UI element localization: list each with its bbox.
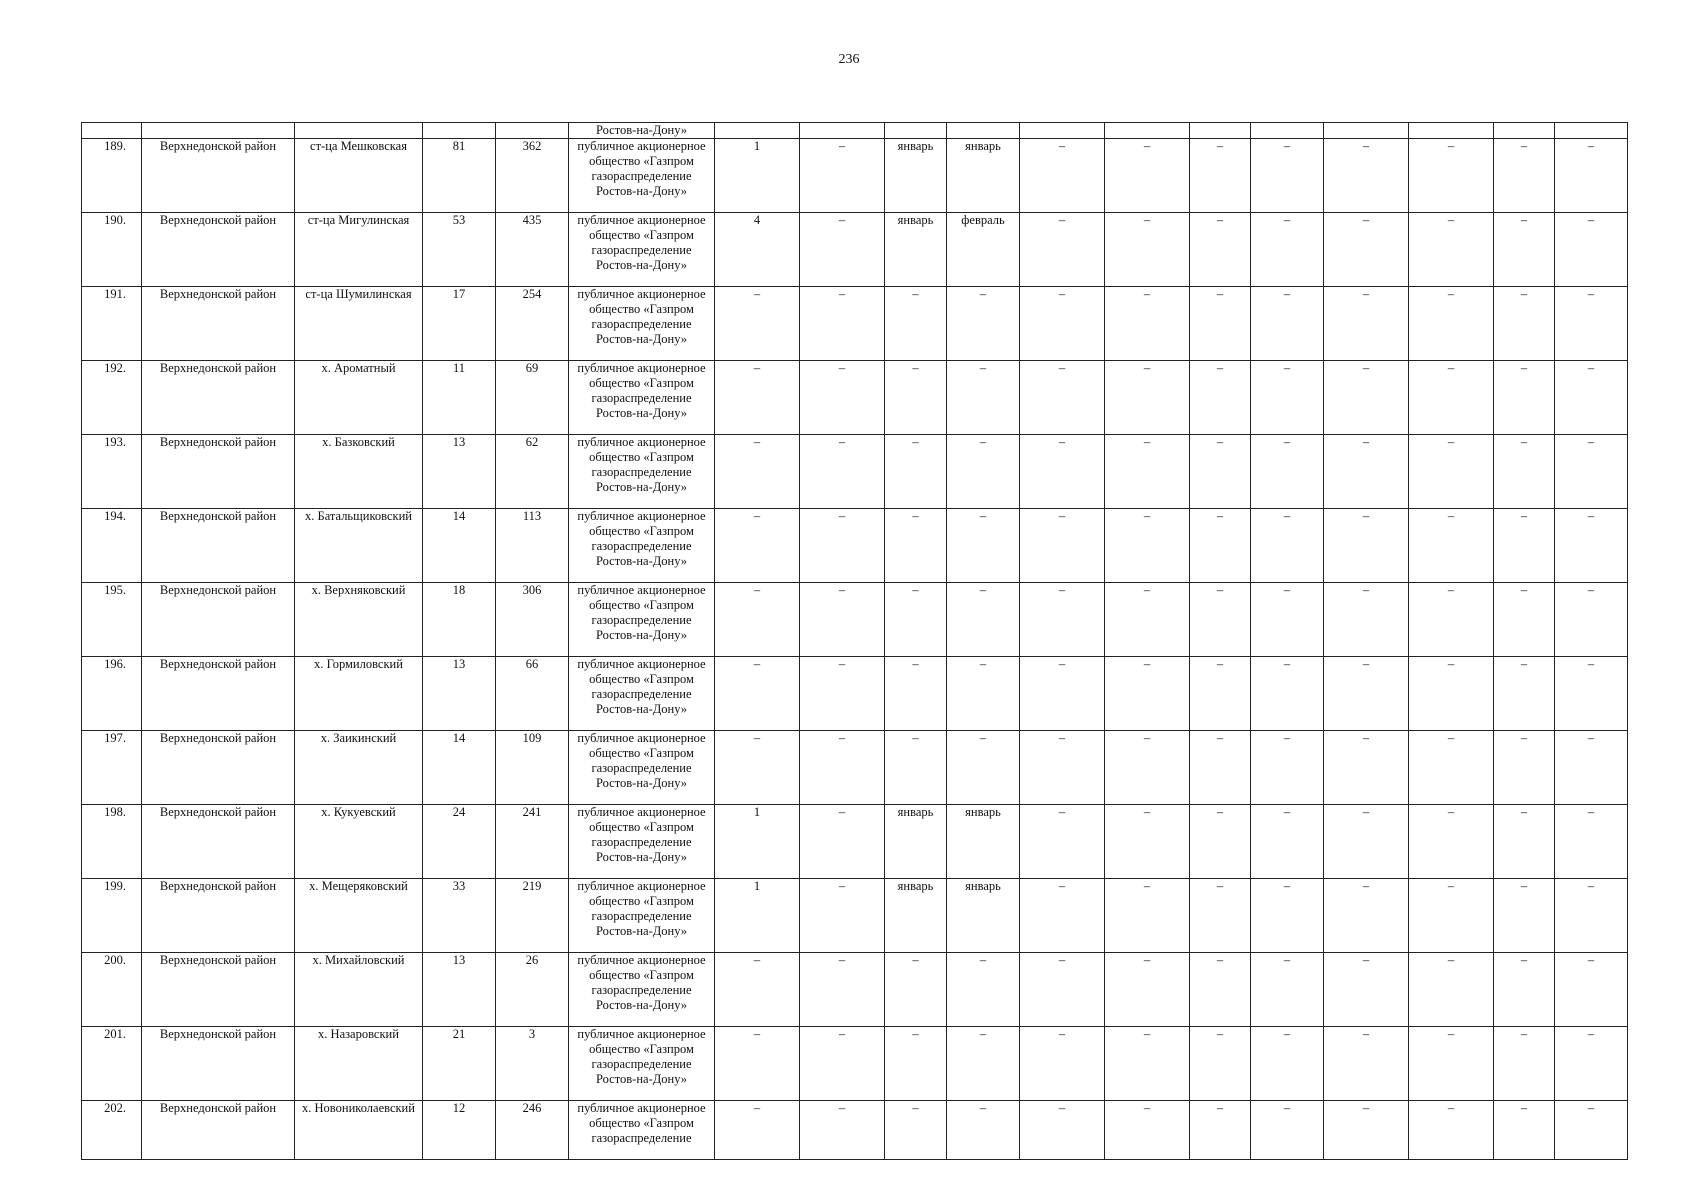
value-cell-17: – — [1494, 805, 1555, 879]
value-cell-7: – — [715, 509, 800, 583]
value-cell-14: – — [1251, 805, 1324, 879]
district-cell: Верхнедонской район — [142, 953, 295, 1027]
value-cell-7: – — [715, 287, 800, 361]
month-cell-start: январь — [885, 139, 947, 213]
locality-cell: х. Новониколаевский — [295, 1101, 423, 1160]
count-cell-a: 17 — [423, 287, 496, 361]
locality-cell: х. Гормиловский — [295, 657, 423, 731]
value-cell-11: – — [1020, 805, 1105, 879]
org-cell: публичное акционерное общество «Газпром газораспределение Ростов-на-Дону» — [569, 287, 715, 361]
locality-cell: х. Батальщиковский — [295, 509, 423, 583]
count-cell-b: 62 — [496, 435, 569, 509]
value-cell-8: – — [800, 879, 885, 953]
value-cell-12: – — [1105, 805, 1190, 879]
value-cell-16: – — [1409, 657, 1494, 731]
org-cell: публичное акционерное общество «Газпром газораспределение Ростов-на-Дону» — [569, 139, 715, 213]
value-cell-17: – — [1494, 287, 1555, 361]
value-cell-15: – — [1324, 879, 1409, 953]
value-cell-14: – — [1251, 139, 1324, 213]
district-cell: Верхнедонской район — [142, 1027, 295, 1101]
month-cell-end: – — [947, 509, 1020, 583]
count-cell-a: 14 — [423, 509, 496, 583]
value-cell-14: – — [1251, 361, 1324, 435]
value-cell-12: – — [1105, 879, 1190, 953]
value-cell-16: – — [1409, 583, 1494, 657]
table-row — [82, 435, 1628, 509]
month-cell-end: – — [947, 731, 1020, 805]
month-cell-end: февраль — [947, 213, 1020, 287]
district-cell: Верхнедонской район — [142, 879, 295, 953]
value-cell-12: – — [1105, 1101, 1190, 1160]
locality-cell: х. Верхняковский — [295, 583, 423, 657]
value-cell-13: – — [1190, 953, 1251, 1027]
value-cell-14: – — [1251, 731, 1324, 805]
value-cell-16: – — [1409, 139, 1494, 213]
month-cell-start: январь — [885, 805, 947, 879]
value-cell-16: – — [1409, 731, 1494, 805]
table-row — [82, 953, 1628, 1027]
month-cell-start: – — [885, 731, 947, 805]
value-cell-7: – — [715, 1027, 800, 1101]
value-cell-15: – — [1324, 213, 1409, 287]
value-cell-11: – — [1020, 213, 1105, 287]
value-cell-8: – — [800, 139, 885, 213]
value-cell-7: – — [715, 731, 800, 805]
count-cell-a: 81 — [423, 139, 496, 213]
value-cell-13: – — [1190, 657, 1251, 731]
value-cell-8: – — [800, 731, 885, 805]
value-cell-8: – — [800, 953, 885, 1027]
value-cell-11: – — [1020, 731, 1105, 805]
table-row — [82, 1101, 1628, 1160]
row-number-cell: 196. — [82, 657, 142, 731]
month-cell-end: – — [947, 361, 1020, 435]
month-cell-start: – — [885, 1101, 947, 1160]
value-cell-7: – — [715, 583, 800, 657]
table-row — [82, 139, 1628, 213]
value-cell-7: 1 — [715, 139, 800, 213]
row-number-cell: 195. — [82, 583, 142, 657]
locality-cell: х. Кукуевский — [295, 805, 423, 879]
value-cell-17: – — [1494, 879, 1555, 953]
value-cell-7: – — [715, 657, 800, 731]
month-cell-start: январь — [885, 879, 947, 953]
org-cell: публичное акционерное общество «Газпром газораспределение Ростов-на-Дону» — [569, 361, 715, 435]
value-cell-18: – — [1555, 361, 1628, 435]
value-cell-11: – — [1020, 953, 1105, 1027]
row-number-cell: 198. — [82, 805, 142, 879]
row-number-cell: 193. — [82, 435, 142, 509]
value-cell-13: – — [1190, 583, 1251, 657]
district-cell: Верхнедонской район — [142, 213, 295, 287]
count-cell-a: 18 — [423, 583, 496, 657]
count-cell-a: 14 — [423, 731, 496, 805]
value-cell-12: – — [1105, 287, 1190, 361]
value-cell-13: – — [1190, 805, 1251, 879]
value-cell-13: – — [1190, 731, 1251, 805]
value-cell-15: – — [1324, 361, 1409, 435]
value-cell-12: – — [1105, 731, 1190, 805]
table-row — [82, 879, 1628, 953]
month-cell-start: – — [885, 657, 947, 731]
value-cell-14: – — [1251, 953, 1324, 1027]
row-number-cell: 191. — [82, 287, 142, 361]
value-cell-16: – — [1409, 953, 1494, 1027]
org-cell: публичное акционерное общество «Газпром газораспределение Ростов-на-Дону» — [569, 583, 715, 657]
value-cell-8: – — [800, 583, 885, 657]
org-cell: публичное акционерное общество «Газпром газораспределение Ростов-на-Дону» — [569, 1027, 715, 1101]
count-cell-b: 113 — [496, 509, 569, 583]
value-cell-12: – — [1105, 509, 1190, 583]
value-cell-17: – — [1494, 509, 1555, 583]
count-cell-b: 306 — [496, 583, 569, 657]
value-cell-18: – — [1555, 435, 1628, 509]
count-cell-a: 13 — [423, 657, 496, 731]
value-cell-11: – — [1020, 361, 1105, 435]
value-cell-12: – — [1105, 583, 1190, 657]
value-cell-18: – — [1555, 509, 1628, 583]
org-cell: публичное акционерное общество «Газпром газораспределение — [569, 1101, 715, 1160]
count-cell-b: 66 — [496, 657, 569, 731]
month-cell-end: – — [947, 435, 1020, 509]
row-number-cell: 192. — [82, 361, 142, 435]
value-cell-16: – — [1409, 509, 1494, 583]
month-cell-start: – — [885, 509, 947, 583]
month-cell-start: – — [885, 1027, 947, 1101]
value-cell-8: – — [800, 287, 885, 361]
value-cell-13: – — [1190, 509, 1251, 583]
month-cell-end: – — [947, 953, 1020, 1027]
value-cell-7: – — [715, 953, 800, 1027]
district-cell: Верхнедонской район — [142, 1101, 295, 1160]
value-cell-14: – — [1251, 583, 1324, 657]
value-cell-12: – — [1105, 361, 1190, 435]
value-cell-17: – — [1494, 361, 1555, 435]
month-cell-end: январь — [947, 879, 1020, 953]
value-cell-18: – — [1555, 1027, 1628, 1101]
value-cell-18: – — [1555, 879, 1628, 953]
value-cell-12: – — [1105, 139, 1190, 213]
value-cell-17: – — [1494, 1027, 1555, 1101]
value-cell-15: – — [1324, 1027, 1409, 1101]
district-cell: Верхнедонской район — [142, 139, 295, 213]
month-cell-start: – — [885, 361, 947, 435]
count-cell-b: 3 — [496, 1027, 569, 1101]
table-row — [82, 1027, 1628, 1101]
row-number-cell: 194. — [82, 509, 142, 583]
value-cell-18: – — [1555, 583, 1628, 657]
value-cell-11: – — [1020, 139, 1105, 213]
value-cell-8: – — [800, 435, 885, 509]
value-cell-13: – — [1190, 435, 1251, 509]
value-cell-15: – — [1324, 583, 1409, 657]
value-cell-8: – — [800, 509, 885, 583]
value-cell-18: – — [1555, 731, 1628, 805]
org-cell: публичное акционерное общество «Газпром газораспределение Ростов-на-Дону» — [569, 805, 715, 879]
district-cell: Верхнедонской район — [142, 509, 295, 583]
value-cell-8: – — [800, 657, 885, 731]
count-cell-a: 33 — [423, 879, 496, 953]
value-cell-7: 1 — [715, 879, 800, 953]
table-row — [82, 361, 1628, 435]
org-cell: публичное акционерное общество «Газпром газораспределение Ростов-на-Дону» — [569, 435, 715, 509]
value-cell-15: – — [1324, 1101, 1409, 1160]
org-cell: публичное акционерное общество «Газпром газораспределение Ростов-на-Дону» — [569, 509, 715, 583]
value-cell-11: – — [1020, 1027, 1105, 1101]
value-cell-15: – — [1324, 731, 1409, 805]
district-cell: Верхнедонской район — [142, 435, 295, 509]
value-cell-11: – — [1020, 657, 1105, 731]
row-number-cell: 202. — [82, 1101, 142, 1160]
value-cell-15: – — [1324, 805, 1409, 879]
value-cell-18: – — [1555, 287, 1628, 361]
table-row — [82, 657, 1628, 731]
month-cell-start: – — [885, 583, 947, 657]
value-cell-12: – — [1105, 953, 1190, 1027]
value-cell-11: – — [1020, 1101, 1105, 1160]
value-cell-17: – — [1494, 657, 1555, 731]
table-row — [82, 583, 1628, 657]
count-cell-b: 254 — [496, 287, 569, 361]
value-cell-13: – — [1190, 1027, 1251, 1101]
value-cell-16: – — [1409, 287, 1494, 361]
value-cell-12: – — [1105, 213, 1190, 287]
value-cell-14: – — [1251, 1027, 1324, 1101]
value-cell-8: – — [800, 805, 885, 879]
count-cell-a: 13 — [423, 435, 496, 509]
value-cell-14: – — [1251, 879, 1324, 953]
value-cell-18: – — [1555, 139, 1628, 213]
value-cell-7: – — [715, 435, 800, 509]
value-cell-17: – — [1494, 731, 1555, 805]
value-cell-16: – — [1409, 805, 1494, 879]
value-cell-18: – — [1555, 805, 1628, 879]
table-row — [82, 731, 1628, 805]
table-row — [82, 213, 1628, 287]
locality-cell: ст-ца Мигулинская — [295, 213, 423, 287]
district-cell: Верхнедонской район — [142, 805, 295, 879]
month-cell-end: январь — [947, 805, 1020, 879]
locality-cell: х. Михайловский — [295, 953, 423, 1027]
value-cell-13: – — [1190, 1101, 1251, 1160]
row-number-cell: 197. — [82, 731, 142, 805]
value-cell-14: – — [1251, 657, 1324, 731]
locality-cell: х. Заикинский — [295, 731, 423, 805]
value-cell-18: – — [1555, 657, 1628, 731]
value-cell-8: – — [800, 361, 885, 435]
count-cell-b: 362 — [496, 139, 569, 213]
value-cell-13: – — [1190, 361, 1251, 435]
count-cell-a: 12 — [423, 1101, 496, 1160]
org-cell: публичное акционерное общество «Газпром газораспределение Ростов-на-Дону» — [569, 657, 715, 731]
value-cell-8: – — [800, 1101, 885, 1160]
count-cell-b: 435 — [496, 213, 569, 287]
district-cell: Верхнедонской район — [142, 361, 295, 435]
value-cell-11: – — [1020, 509, 1105, 583]
month-cell-end: – — [947, 657, 1020, 731]
value-cell-11: – — [1020, 583, 1105, 657]
month-cell-end: январь — [947, 139, 1020, 213]
value-cell-15: – — [1324, 953, 1409, 1027]
value-cell-7: – — [715, 361, 800, 435]
row-number-cell: 199. — [82, 879, 142, 953]
count-cell-b: 219 — [496, 879, 569, 953]
value-cell-15: – — [1324, 287, 1409, 361]
locality-cell: х. Ароматный — [295, 361, 423, 435]
district-cell: Верхнедонской район — [142, 583, 295, 657]
org-cell: публичное акционерное общество «Газпром газораспределение Ростов-на-Дону» — [569, 953, 715, 1027]
count-cell-a: 13 — [423, 953, 496, 1027]
value-cell-13: – — [1190, 287, 1251, 361]
locality-cell: х. Базковский — [295, 435, 423, 509]
month-cell-end: – — [947, 1101, 1020, 1160]
value-cell-17: – — [1494, 583, 1555, 657]
value-cell-18: – — [1555, 953, 1628, 1027]
value-cell-15: – — [1324, 435, 1409, 509]
value-cell-14: – — [1251, 287, 1324, 361]
value-cell-18: – — [1555, 213, 1628, 287]
value-cell-7: 1 — [715, 805, 800, 879]
count-cell-a: 21 — [423, 1027, 496, 1101]
count-cell-b: 69 — [496, 361, 569, 435]
count-cell-b: 109 — [496, 731, 569, 805]
value-cell-14: – — [1251, 1101, 1324, 1160]
value-cell-17: – — [1494, 139, 1555, 213]
value-cell-11: – — [1020, 879, 1105, 953]
month-cell-start: – — [885, 953, 947, 1027]
org-cell: публичное акционерное общество «Газпром газораспределение Ростов-на-Дону» — [569, 731, 715, 805]
value-cell-17: – — [1494, 953, 1555, 1027]
count-cell-b: 26 — [496, 953, 569, 1027]
value-cell-14: – — [1251, 213, 1324, 287]
locality-cell: х. Мещеряковский — [295, 879, 423, 953]
value-cell-17: – — [1494, 435, 1555, 509]
value-cell-15: – — [1324, 139, 1409, 213]
value-cell-13: – — [1190, 879, 1251, 953]
row-number-cell: 200. — [82, 953, 142, 1027]
value-cell-16: – — [1409, 1101, 1494, 1160]
page-number: 236 — [838, 52, 860, 67]
org-cell: Ростов-на-Дону» — [569, 123, 715, 139]
value-cell-14: – — [1251, 435, 1324, 509]
district-cell: Верхнедонской район — [142, 287, 295, 361]
value-cell-8: – — [800, 213, 885, 287]
value-cell-15: – — [1324, 657, 1409, 731]
continuation-row — [82, 123, 1628, 139]
value-cell-7: 4 — [715, 213, 800, 287]
value-cell-13: – — [1190, 213, 1251, 287]
count-cell-a: 53 — [423, 213, 496, 287]
value-cell-12: – — [1105, 1027, 1190, 1101]
org-cell: публичное акционерное общество «Газпром газораспределение Ростов-на-Дону» — [569, 879, 715, 953]
value-cell-17: – — [1494, 1101, 1555, 1160]
district-cell: Верхнедонской район — [142, 731, 295, 805]
value-cell-11: – — [1020, 287, 1105, 361]
value-cell-16: – — [1409, 361, 1494, 435]
value-cell-12: – — [1105, 435, 1190, 509]
row-number-cell: 189. — [82, 139, 142, 213]
month-cell-start: – — [885, 287, 947, 361]
count-cell-a: 11 — [423, 361, 496, 435]
value-cell-7: – — [715, 1101, 800, 1160]
value-cell-11: – — [1020, 435, 1105, 509]
value-cell-14: – — [1251, 509, 1324, 583]
value-cell-12: – — [1105, 657, 1190, 731]
count-cell-b: 241 — [496, 805, 569, 879]
value-cell-16: – — [1409, 435, 1494, 509]
table-row — [82, 509, 1628, 583]
count-cell-b: 246 — [496, 1101, 569, 1160]
month-cell-end: – — [947, 583, 1020, 657]
value-cell-13: – — [1190, 139, 1251, 213]
count-cell-a: 24 — [423, 805, 496, 879]
value-cell-8: – — [800, 1027, 885, 1101]
table-row — [82, 805, 1628, 879]
row-number-cell: 190. — [82, 213, 142, 287]
value-cell-16: – — [1409, 1027, 1494, 1101]
org-cell: публичное акционерное общество «Газпром газораспределение Ростов-на-Дону» — [569, 213, 715, 287]
row-number-cell: 201. — [82, 1027, 142, 1101]
table-row — [82, 287, 1628, 361]
district-cell: Верхнедонской район — [142, 657, 295, 731]
value-cell-17: – — [1494, 213, 1555, 287]
month-cell-start: январь — [885, 213, 947, 287]
table-body — [82, 123, 1628, 1160]
month-cell-end: – — [947, 287, 1020, 361]
value-cell-18: – — [1555, 1101, 1628, 1160]
value-cell-16: – — [1409, 879, 1494, 953]
month-cell-end: – — [947, 1027, 1020, 1101]
month-cell-start: – — [885, 435, 947, 509]
locality-cell: х. Назаровский — [295, 1027, 423, 1101]
value-cell-16: – — [1409, 213, 1494, 287]
locality-cell: ст-ца Мешковская — [295, 139, 423, 213]
locality-cell: ст-ца Шумилинская — [295, 287, 423, 361]
gas-schedule-table — [81, 122, 1628, 1160]
value-cell-15: – — [1324, 509, 1409, 583]
